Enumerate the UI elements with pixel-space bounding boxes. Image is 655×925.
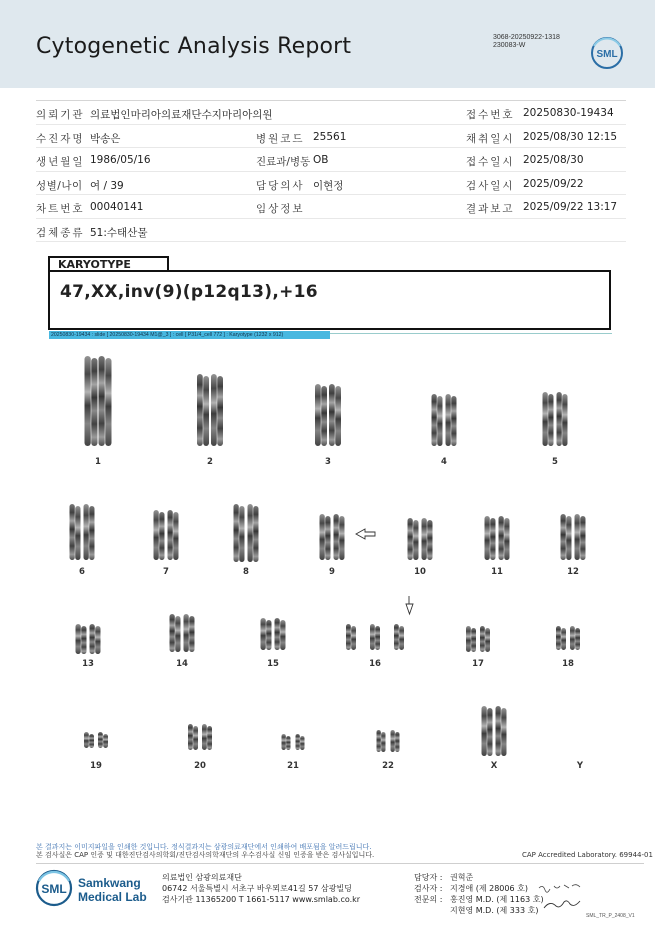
chromosome-7 xyxy=(168,510,179,560)
chromosome-13 xyxy=(90,624,101,654)
chromatid xyxy=(211,374,217,446)
chromosome-1 xyxy=(85,356,98,446)
chromosome-X xyxy=(482,706,493,756)
info-label: 생년월일 xyxy=(36,156,85,168)
info-label: 접수번호 xyxy=(466,109,515,121)
chromosome-11 xyxy=(499,516,510,560)
samkwang-logo-icon xyxy=(34,868,74,908)
chromatid xyxy=(395,732,399,752)
address-line1: 의료법인 삼광의료재단 xyxy=(162,873,242,882)
info-label: 수진자명 xyxy=(36,132,85,145)
chromosome-label: 12 xyxy=(567,567,579,577)
info-row xyxy=(36,172,626,196)
chromosome-19 xyxy=(84,732,94,748)
info-row xyxy=(36,125,626,149)
chromatid xyxy=(580,516,585,560)
chromosome-6 xyxy=(84,504,95,560)
chromatid xyxy=(253,506,258,562)
chromatid xyxy=(422,518,427,560)
chromosome-label: 9 xyxy=(329,567,335,577)
chromatid xyxy=(334,514,339,560)
chromatid xyxy=(84,504,89,560)
info-label: 담당의사 xyxy=(256,179,305,192)
chromosome-label: 1 xyxy=(95,457,101,467)
chromatid xyxy=(280,620,285,650)
samkwang-logo-text: SML xyxy=(41,882,67,896)
chromosome-15 xyxy=(261,618,272,650)
chromatid xyxy=(184,614,189,652)
chromatid xyxy=(98,732,103,748)
chromatid xyxy=(76,624,81,654)
chromosome-label: 2 xyxy=(207,457,213,467)
info-label: 병원코드 xyxy=(256,132,305,145)
chromatid xyxy=(275,618,280,650)
chromatid xyxy=(543,392,548,446)
chromatid xyxy=(570,626,575,650)
chromatid xyxy=(89,506,94,560)
chromosome-4 xyxy=(446,394,457,446)
chromosome-label: 5 xyxy=(552,457,558,467)
chromatid xyxy=(561,628,566,650)
chromatid xyxy=(375,626,380,650)
info-label: 성별/나이 xyxy=(36,179,83,192)
chromatid xyxy=(335,386,341,446)
chromatid xyxy=(282,734,286,750)
chromosome-label: 14 xyxy=(176,659,188,669)
address-line2: 06742 서울특별시 서초구 바우뫼로41길 57 삼광빌딩 xyxy=(162,884,352,893)
chromosome-12 xyxy=(561,514,572,560)
info-label: 차트번호 xyxy=(36,203,85,215)
info-value: 이현정 xyxy=(313,179,344,192)
chromatid xyxy=(485,516,490,560)
chromosome-9 xyxy=(334,514,345,560)
chromatid xyxy=(261,618,266,650)
info-value: 의료법인마리아의료재단수지마리아의원 xyxy=(90,109,273,121)
chromatid xyxy=(377,730,381,752)
chromatid xyxy=(548,394,553,446)
chromosome-14 xyxy=(170,614,181,652)
arrow-icon xyxy=(356,529,375,539)
chromatid xyxy=(286,736,290,750)
info-label: 진료과/병동 xyxy=(256,156,311,168)
arrow-icon xyxy=(406,596,413,614)
chromatid xyxy=(329,384,335,446)
info-value: 51:수태산물 xyxy=(90,226,148,239)
chromatid xyxy=(239,506,244,562)
arrow-layer xyxy=(356,529,413,614)
chromosome-layer xyxy=(70,356,586,756)
chromatid xyxy=(399,626,404,650)
info-label: 결과보고 xyxy=(466,203,515,215)
chromatid xyxy=(173,512,178,560)
chromosome-15 xyxy=(275,618,286,650)
chromosome-label: 6 xyxy=(79,567,85,577)
chromatid xyxy=(159,512,164,560)
chromatid xyxy=(485,628,490,652)
chromosome-7 xyxy=(154,510,165,560)
chromosome-2 xyxy=(197,374,209,446)
chromosome-11 xyxy=(485,516,496,560)
chromosome-13 xyxy=(76,624,87,654)
chromatid xyxy=(351,626,356,650)
chromatid xyxy=(202,724,207,750)
chromatid xyxy=(321,386,327,446)
info-row xyxy=(36,219,626,243)
chromatid xyxy=(427,520,432,560)
chromatid xyxy=(566,516,571,560)
chromosome-16 xyxy=(346,624,356,650)
chromatid xyxy=(315,384,321,446)
karyotype-result-box xyxy=(48,270,611,330)
info-label: 검체종류 xyxy=(36,226,85,239)
info-value: OB xyxy=(313,154,329,166)
chromosome-label: 4 xyxy=(441,457,447,467)
chromosome-label: 13 xyxy=(82,659,94,669)
chromosome-label: 7 xyxy=(163,567,169,577)
notice-line1: 본 결과지는 이미지파일을 인쇄한 것입니다. 정식결과지는 삼광의료재단에서 인쇄하여 배포됨을 알려드립니다. xyxy=(36,843,372,851)
chromatid xyxy=(496,706,501,756)
chromatid xyxy=(562,394,567,446)
staff-label: 검사자 : xyxy=(414,884,443,893)
chromosome-5 xyxy=(543,392,554,446)
info-label: 의뢰기관 xyxy=(36,109,85,121)
chromosome-16 xyxy=(370,624,380,650)
form-number: SML_TR_P_2408_V1 xyxy=(586,913,635,919)
chromosome-label: 3 xyxy=(325,457,331,467)
chromosome-label: 8 xyxy=(243,567,249,577)
chromatid xyxy=(446,394,451,446)
staff-value: 지현영 M.D. (제 333 호) xyxy=(450,906,539,915)
chromatid xyxy=(193,726,198,750)
chromosome-label: 18 xyxy=(562,659,574,669)
info-value: 20250830-19434 xyxy=(523,107,614,119)
chromatid xyxy=(90,624,95,654)
chromatid xyxy=(103,734,108,748)
report-header xyxy=(0,0,655,88)
chromatid xyxy=(325,516,330,560)
chromosome-21 xyxy=(296,734,305,750)
chromatid xyxy=(81,626,86,654)
chromosome-4 xyxy=(432,394,443,446)
chromosome-22 xyxy=(377,730,386,752)
chromatid xyxy=(391,730,395,752)
info-value: 여 / 39 xyxy=(90,179,124,192)
chromosome-label: 21 xyxy=(287,761,299,771)
chromosome-14 xyxy=(184,614,195,652)
staff-label: 담당자 : xyxy=(414,873,443,882)
chromatid xyxy=(320,514,325,560)
report-title: Cytogenetic Analysis Report xyxy=(36,34,352,59)
chromatid xyxy=(437,396,442,446)
staff-value: 지경애 (제 28006 호) xyxy=(450,884,528,893)
org-address xyxy=(162,872,360,905)
chromosome-8 xyxy=(234,504,245,562)
chromosome-1 xyxy=(99,356,112,446)
chromatid xyxy=(89,734,94,748)
chromosome-label: 10 xyxy=(414,567,426,577)
chromatid xyxy=(451,396,456,446)
info-label: 접수일시 xyxy=(466,156,515,168)
chromosome-10 xyxy=(408,518,419,560)
chromatid xyxy=(266,620,271,650)
chromatid xyxy=(188,724,193,750)
chromosome-label: 20 xyxy=(194,761,206,771)
chromosome-17 xyxy=(480,626,490,652)
chromatid xyxy=(168,510,173,560)
chromatid xyxy=(394,624,399,650)
chromatid xyxy=(487,708,492,756)
footer-divider xyxy=(36,863,644,864)
info-row xyxy=(36,101,626,125)
info-label: 채취일시 xyxy=(466,132,515,145)
chromosome-label: 16 xyxy=(369,659,381,669)
chromosome-9 xyxy=(320,514,331,560)
chromatid xyxy=(70,504,75,560)
info-value: 2025/08/30 12:15 xyxy=(523,130,618,143)
info-value: 00040141 xyxy=(90,201,144,213)
chromosome-20 xyxy=(202,724,212,750)
chromatid xyxy=(95,626,100,654)
chromatid xyxy=(207,726,212,750)
chromatid xyxy=(175,616,180,652)
patient-info-table xyxy=(36,100,626,242)
chromatid xyxy=(480,626,485,652)
staff-value: 권혁준 xyxy=(450,873,474,882)
info-label: 검사일시 xyxy=(466,179,515,192)
sml-logo-icon xyxy=(590,36,624,70)
chromatid xyxy=(557,392,562,446)
chromatid xyxy=(432,394,437,446)
chromatid xyxy=(248,504,253,562)
chromatid xyxy=(561,514,566,560)
address-line3: 검사기관 11365200 T 1661-5117 www.smlab.co.kr xyxy=(162,895,361,904)
chromosome-label: 15 xyxy=(267,659,279,669)
signature-icon xyxy=(536,880,586,914)
chromosome-label: Y xyxy=(576,761,584,771)
chromosome-20 xyxy=(188,724,198,750)
chromatid xyxy=(217,376,223,446)
chromatid xyxy=(370,624,375,650)
cap-accreditation: CAP Accredited Laboratory. 69944-01 xyxy=(522,851,653,859)
chromosome-16 xyxy=(394,624,404,650)
chromosome-2 xyxy=(211,374,223,446)
chromosome-label: 17 xyxy=(472,659,484,669)
chromosome-3 xyxy=(315,384,327,446)
document-id xyxy=(493,34,560,50)
notice-line2: 본 검사실은 CAP 인증 및 대한진단검사의학회/진단검사의학재단의 우수검사실 신임 인증을 받은 검사실입니다. xyxy=(36,851,375,859)
chromosome-18 xyxy=(556,626,566,650)
chromatid xyxy=(154,510,159,560)
info-value: 2025/09/22 xyxy=(523,177,584,190)
karyotype-result: 47,XX,inv(9)(p12q13),+16 xyxy=(60,282,318,302)
info-value: 1986/05/16 xyxy=(90,154,151,166)
org-name-line1: Samkwang xyxy=(78,876,141,890)
chromatid xyxy=(408,518,413,560)
chromosome-8 xyxy=(248,504,259,562)
info-value: 박송은 xyxy=(90,132,121,145)
chromatid xyxy=(105,358,111,446)
chromatid xyxy=(471,628,476,652)
chromatid xyxy=(99,356,105,446)
chromatid xyxy=(234,504,239,562)
info-label: 임상정보 xyxy=(256,203,305,215)
chromatid xyxy=(499,516,504,560)
chromatid xyxy=(75,506,80,560)
chromatid xyxy=(91,358,97,446)
chromatid xyxy=(84,732,89,748)
slide-info-rule xyxy=(330,333,612,334)
chromosome-label: 19 xyxy=(90,761,102,771)
chromosome-label: X xyxy=(490,761,498,771)
chromatid xyxy=(300,736,304,750)
chromatid xyxy=(296,734,300,750)
staff-label: 전문의 : xyxy=(414,895,443,904)
chromatid xyxy=(413,520,418,560)
chromosome-12 xyxy=(575,514,586,560)
chromosome-label-layer xyxy=(79,457,584,771)
chromosome-6 xyxy=(70,504,81,560)
chromatid xyxy=(490,518,495,560)
info-value: 25561 xyxy=(313,130,347,143)
chromatid xyxy=(189,616,194,652)
chromatid xyxy=(203,376,209,446)
chromosome-5 xyxy=(557,392,568,446)
chromosome-X xyxy=(496,706,507,756)
chromatid xyxy=(381,732,385,752)
document-id-line1: 3068-20250922-1318 xyxy=(493,34,560,41)
info-value: 2025/09/22 13:17 xyxy=(523,201,618,213)
slide-info-bar: 20250830-19434 : slide [ 20250830-19434 M1@_3 ] : cell [ P31/4_cell 772 ] : Karyotype (1232 x 912) xyxy=(49,331,330,339)
chromosome-label: 11 xyxy=(491,567,503,577)
sml-logo-text: SML xyxy=(596,49,618,60)
chromatid xyxy=(504,518,509,560)
chromatid xyxy=(346,624,351,650)
chromosome-17 xyxy=(466,626,476,652)
chromosome-19 xyxy=(98,732,108,748)
document-id-line2: 230083-W xyxy=(493,42,526,49)
chromosome-label: 22 xyxy=(382,761,394,771)
chromosome-3 xyxy=(329,384,341,446)
chromatid xyxy=(575,628,580,650)
info-row xyxy=(36,195,626,219)
chromatid xyxy=(466,626,471,652)
karyogram-image xyxy=(40,346,620,786)
chromatid xyxy=(575,514,580,560)
chromosome-21 xyxy=(282,734,291,750)
info-row xyxy=(36,148,626,172)
karyotype-section-label: KARYOTYPE xyxy=(48,256,169,271)
chromatid xyxy=(339,516,344,560)
chromatid xyxy=(556,626,561,650)
chromatid xyxy=(482,706,487,756)
chromatid xyxy=(85,356,91,446)
chromatid xyxy=(197,374,203,446)
chromatid xyxy=(170,614,175,652)
chromatid xyxy=(501,708,506,756)
org-name-line2: Medical Lab xyxy=(78,890,147,904)
chromosome-10 xyxy=(422,518,433,560)
chromosome-18 xyxy=(570,626,580,650)
info-value: 2025/08/30 xyxy=(523,154,584,166)
chromosome-22 xyxy=(391,730,400,752)
staff-value: 홍진영 M.D. (제 1163 호) xyxy=(450,895,544,904)
